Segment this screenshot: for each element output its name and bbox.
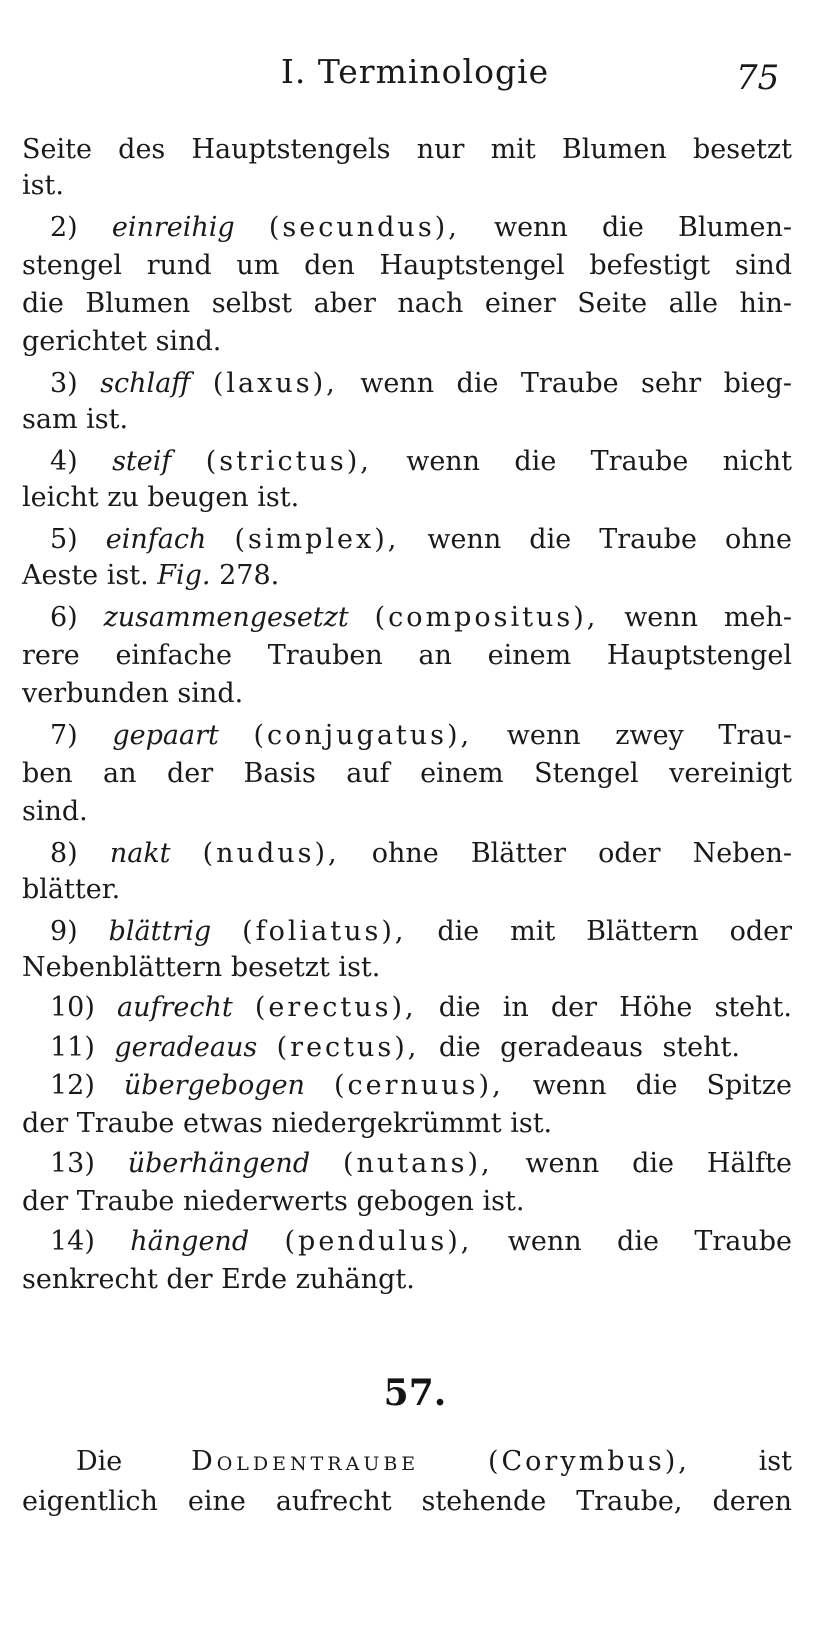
page-number: 75 [736,58,780,98]
text-line: gerichtet sind. [22,326,222,357]
text-line: eigentlich eine aufrecht stehende Traube, deren [22,1486,792,1517]
text-line: leicht zu beugen ist. [22,482,300,513]
text-line: rere einfache Trauben an einem Hauptstengel [22,640,792,671]
section-number: 57. [383,1372,447,1414]
text-line: Seite des Hauptstengels nur mit Blumen besetzt [22,134,792,165]
running-header-title: I. Terminologie [280,52,550,91]
text-line: sam ist. [22,404,129,435]
list-item: 11) geradeaus (rectus), die geradeaus steht. [50,1032,740,1063]
list-item: 7) gepaart (conjugatus), wenn zwey Trau- [50,720,792,751]
text-line: senkrecht der Erde zuhängt. [22,1264,415,1295]
text-line: der Traube niederwerts gebogen ist. [22,1186,525,1217]
list-item: 5) einfach (simplex), wenn die Traube ohne [50,524,792,555]
text-line: der Traube etwas niedergekrümmt ist. [22,1108,553,1139]
text-line: ben an der Basis auf einem Stengel vereinigt [22,758,792,789]
text-line: blätter. [22,874,121,905]
text-line: ist. [22,170,64,201]
list-item: 6) zusammengesetzt (compositus), wenn meh- [50,602,792,633]
text-line: Nebenblättern besetzt ist. [22,952,381,983]
text-line: stengel rund um den Hauptstengel befestigt sind [22,250,792,281]
list-item: 13) überhängend (nutans), wenn die Hälfte [50,1148,792,1179]
list-item: 9) blättrig (foliatus), die mit Blättern oder [50,916,792,947]
list-item: 12) übergebogen (cernuus), wenn die Spitze [50,1070,792,1101]
text-line: sind. [22,796,88,827]
text-line: verbunden sind. [22,678,244,709]
list-item: 2) einreihig (secundus), wenn die Blumen- [50,212,792,243]
list-item: 4) steif (strictus), wenn die Traube nicht [50,446,793,477]
section-intro-line: Die Doldentraube (Corymbus), ist [76,1446,792,1477]
list-item: 14) hängend (pendulus), wenn die Traube [50,1226,792,1257]
text-line: Aeste ist. Fig. 278. [22,560,280,591]
list-item: 8) nakt (nudus), ohne Blätter oder Neben- [50,838,792,869]
list-item: 10) aufrecht (erectus), die in der Höhe steht. [50,992,792,1023]
list-item: 3) schlaff (laxus), wenn die Traube sehr bieg- [50,368,792,399]
text-line: die Blumen selbst aber nach einer Seite alle hin- [22,288,792,319]
